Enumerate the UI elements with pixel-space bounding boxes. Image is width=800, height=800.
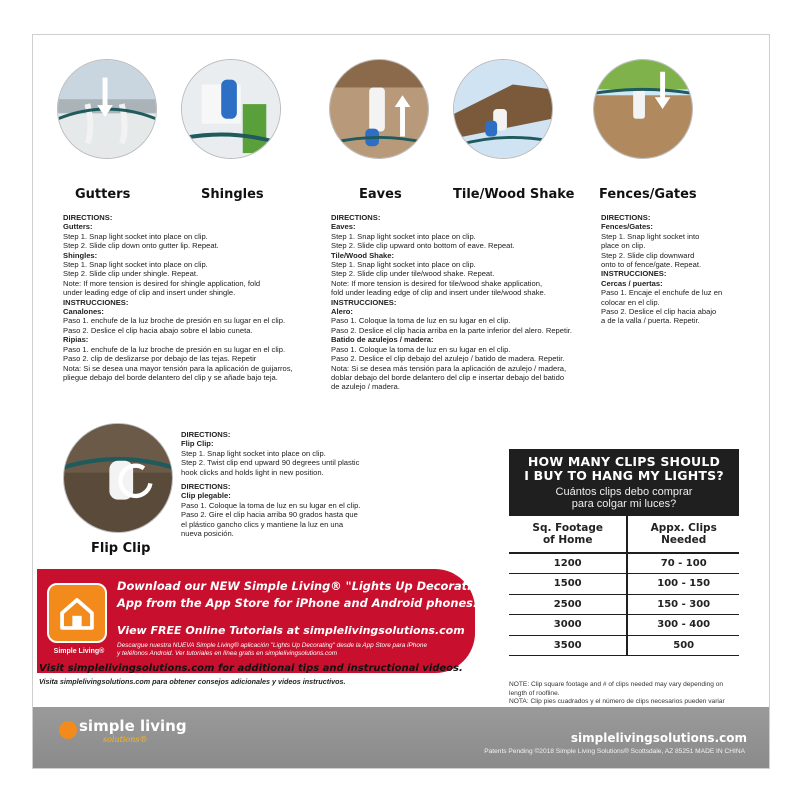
clips-chart [509, 449, 739, 656]
direction-line: Step 1. Snap light socket into place on clip. [181, 448, 326, 458]
sq-footage-cell: 3500 [509, 635, 627, 656]
direction-line: INSTRUCCIONES: [63, 297, 129, 307]
direction-line: doblar debajo del borde delantero del clip e insertar debajo del batido [331, 372, 565, 382]
direction-line: Step 2. Slide clip downward [601, 250, 695, 260]
footer [33, 707, 770, 769]
tile-photo [453, 59, 553, 159]
direction-line: Nota: Si se desea más tensión para la aplicación de azulejo / madera, [331, 363, 567, 373]
fences-label: Fences/Gates [599, 187, 697, 202]
note-line: NOTE: Clip square footage and # of clips needed may vary depending on [509, 681, 724, 688]
col-clips-needed: Appx. Clips Needed [627, 516, 739, 553]
directions-gutters-shingles [63, 213, 293, 382]
sq-footage-cell: 1500 [509, 574, 627, 595]
direction-line: DIRECTIONS: [63, 213, 113, 222]
website-link[interactable]: simplelivingsolutions.com [570, 731, 747, 745]
direction-line: Canalones: [63, 307, 104, 317]
direction-line: Flip Clip: [181, 439, 214, 449]
direction-line: DIRECTIONS: [601, 213, 651, 222]
direction-line: nueva posición. [181, 529, 234, 539]
direction-line: DIRECTIONS: [181, 482, 231, 492]
direction-line: Step 1. Snap light socket into place on clip. [63, 260, 208, 270]
banner-line-1: Download our NEW Simple Living® "Lights Up Decorating" [117, 579, 494, 593]
direction-line: Clip plegable: [181, 491, 231, 501]
direction-line: Gutters: [63, 222, 93, 232]
direction-line: Paso 2. Deslice el clip hacia abajo [601, 307, 717, 317]
direction-line: Paso 2. Gire el clip hacia arriba 90 grados hasta que [181, 510, 358, 520]
brand-sub: solutions® [103, 735, 148, 744]
table-row [509, 615, 739, 636]
brand-name: simple living [79, 717, 187, 735]
gutters-label: Gutters [75, 187, 131, 202]
direction-line: Note: If more tension is desired for tile/wood shake application, [331, 278, 543, 288]
sq-footage-cell: 3000 [509, 615, 627, 636]
direction-line: place on clip. [601, 241, 646, 251]
tile-label: Tile/Wood Shake [453, 187, 575, 202]
direction-line: Note: If more tension is desired for shingle application, fold [63, 278, 261, 288]
clips-subtitle-2: para colgar mi luces? [571, 498, 677, 510]
direction-line: Paso 1. Coloque la toma de luz en su lugar en el clip. [181, 500, 361, 510]
clips-title-2: I BUY TO HANG MY LIGHTS? [524, 468, 724, 483]
direction-line: Batido de azulejos / madera: [331, 335, 434, 345]
house-icon [49, 585, 105, 641]
direction-line: hook clicks and holds light in new position. [181, 467, 324, 477]
direction-line: Eaves: [331, 222, 356, 232]
app-name: Simple Living® [53, 648, 105, 655]
direction-line: pliegue debajo del borde delantero del clip y se añade bajo teja. [63, 372, 278, 382]
sq-footage-cell: 2500 [509, 594, 627, 615]
directions-eaves-tile [331, 213, 572, 392]
eaves-photo [329, 59, 429, 159]
direction-line: DIRECTIONS: [181, 430, 231, 439]
directions-fences [601, 213, 722, 326]
direction-line: Step 1. Snap light socket into [601, 231, 700, 241]
direction-line: Paso 2. Deslice el clip hacia arriba en la parte inferior del alero. Repetir. [331, 325, 573, 335]
visit-en: Visit simplelivingsolutions.com for additional tips and instructional videos. [39, 663, 463, 674]
direction-line: Paso 1. enchufe de la luz broche de presión en su lugar en el clip. [63, 316, 286, 326]
col-sq-footage: Sq. Footage of Home [509, 516, 627, 553]
eaves-label: Eaves [359, 187, 402, 202]
banner-tutorials[interactable]: View FREE Online Tutorials at simplelivingsolutions.com [117, 624, 465, 637]
direction-line: Paso 2. Deslice el clip debajo del azulejo / batido de madera. Repetir. [331, 354, 565, 364]
direction-line: Step 2. Slide clip under tile/wood shake. Repeat. [331, 269, 495, 279]
table-row [509, 635, 739, 656]
clips-needed-cell: 70 - 100 [627, 553, 739, 574]
direction-line: Nota: Si se desea una mayor tensión para la aplicación de guijarros, [63, 363, 293, 373]
direction-line: INSTRUCCIONES: [331, 297, 397, 307]
flip-clip-photo [63, 423, 173, 533]
direction-line: Paso 1. Encaje el enchufe de luz en [601, 288, 723, 298]
direction-line: colocar en el clip. [601, 297, 660, 307]
direction-line: Step 2. Slide clip upward onto bottom of eave. Repeat. [331, 241, 515, 251]
clips-needed-cell: 500 [627, 635, 739, 656]
direction-line: onto to of fence/gate. Repeat. [601, 260, 702, 270]
banner-line-2: App from the App Store for iPhone and Android phones. [117, 596, 478, 610]
direction-line: Shingles: [63, 250, 98, 260]
direction-line: Paso 2. Deslice el clip hacia abajo sobre el labio cuneta. [63, 325, 253, 335]
direction-line: DIRECTIONS: [331, 213, 381, 222]
direction-line: Alero: [331, 307, 353, 317]
table-row [509, 574, 739, 595]
note-line: NOTA: Clip pies cuadrados y el número de clips necesarios pueden variar [509, 698, 725, 706]
direction-line: el plástico gancho clics y mantiene la luz en una [181, 519, 344, 529]
table-row [509, 553, 739, 574]
clips-title-1: HOW MANY CLIPS SHOULD [527, 454, 721, 469]
direction-line: Fences/Gates: [601, 222, 653, 232]
direction-line: Paso 1. enchufe de la luz broche de presión en su lugar en el clip. [63, 344, 286, 354]
app-icon[interactable] [47, 583, 107, 643]
direction-line: INSTRUCCIONES: [601, 269, 667, 279]
shingles-photo [181, 59, 281, 159]
direction-line: Tile/Wood Shake: [331, 250, 395, 260]
direction-line: Paso 1. Coloque la toma de luz en su lugar en el clip. [331, 344, 511, 354]
app-download-banner[interactable] [37, 569, 494, 673]
brand-logo-icon [59, 721, 77, 739]
fences-photo [593, 59, 693, 159]
clips-needed-cell: 100 - 150 [627, 574, 739, 595]
legal-text: Patents Pending ©2018 Simple Living Solutions® Scottsdale, AZ 85251 MADE IN CHINA [484, 748, 745, 755]
direction-line: a de la valla / puerta. Repetir. [601, 316, 700, 326]
flip-clip-label: Flip Clip [91, 541, 151, 556]
gutters-photo [57, 59, 157, 159]
clips-subtitle-1: Cuántos clips debo comprar [555, 486, 693, 498]
visit-es: Visita simplelivingsolutions.com para obtener consejos adicionales y videos instructivos. [39, 677, 346, 686]
direction-line: Step 2. Slide clip under shingle. Repeat. [63, 269, 199, 279]
clips-needed-cell: 300 - 400 [627, 615, 739, 636]
direction-line: Step 2. Twist clip end upward 90 degrees until plastic [181, 458, 360, 468]
clips-chart-header [509, 449, 739, 516]
banner-spanish: Descargue nuestra NUEVA Simple Living® aplicación "Lights Up Decorating" desde la App Store para iPhone y teléfonos Android. Ver tutoriales en línea gratis en simplelivingsolutions.com [117, 642, 428, 657]
shingles-label: Shingles [201, 187, 264, 202]
direction-line: Step 1. Snap light socket into place on clip. [331, 231, 476, 241]
instruction-sheet [32, 34, 770, 769]
clips-needed-cell: 150 - 300 [627, 594, 739, 615]
direction-line: de azulejo / madera. [331, 382, 400, 392]
note-line: length of roofline. [509, 689, 560, 697]
direction-line: Ripias: [63, 335, 89, 345]
clips-table [509, 516, 739, 656]
sq-footage-cell: 1200 [509, 553, 627, 574]
direction-line: Paso 1. Coloque la toma de luz en su lugar en el clip. [331, 316, 511, 326]
direction-line: under leading edge of clip and insert under shingle. [63, 288, 236, 298]
direction-line: Cercas / puertas: [601, 278, 663, 288]
direction-line: fold under leading edge of clip and insert under tile/wood shake. [331, 288, 546, 298]
direction-line: Step 1. Snap light socket into place on clip. [63, 231, 208, 241]
direction-line: Step 2. Slide clip down onto gutter lip. Repeat. [63, 241, 219, 251]
direction-line: Paso 2. clip de deslizarse por debajo de las tejas. Repetir [63, 354, 257, 364]
direction-line: Step 1. Snap light socket into place on clip. [331, 260, 476, 270]
table-row [509, 594, 739, 615]
directions-flip-clip [181, 430, 360, 538]
